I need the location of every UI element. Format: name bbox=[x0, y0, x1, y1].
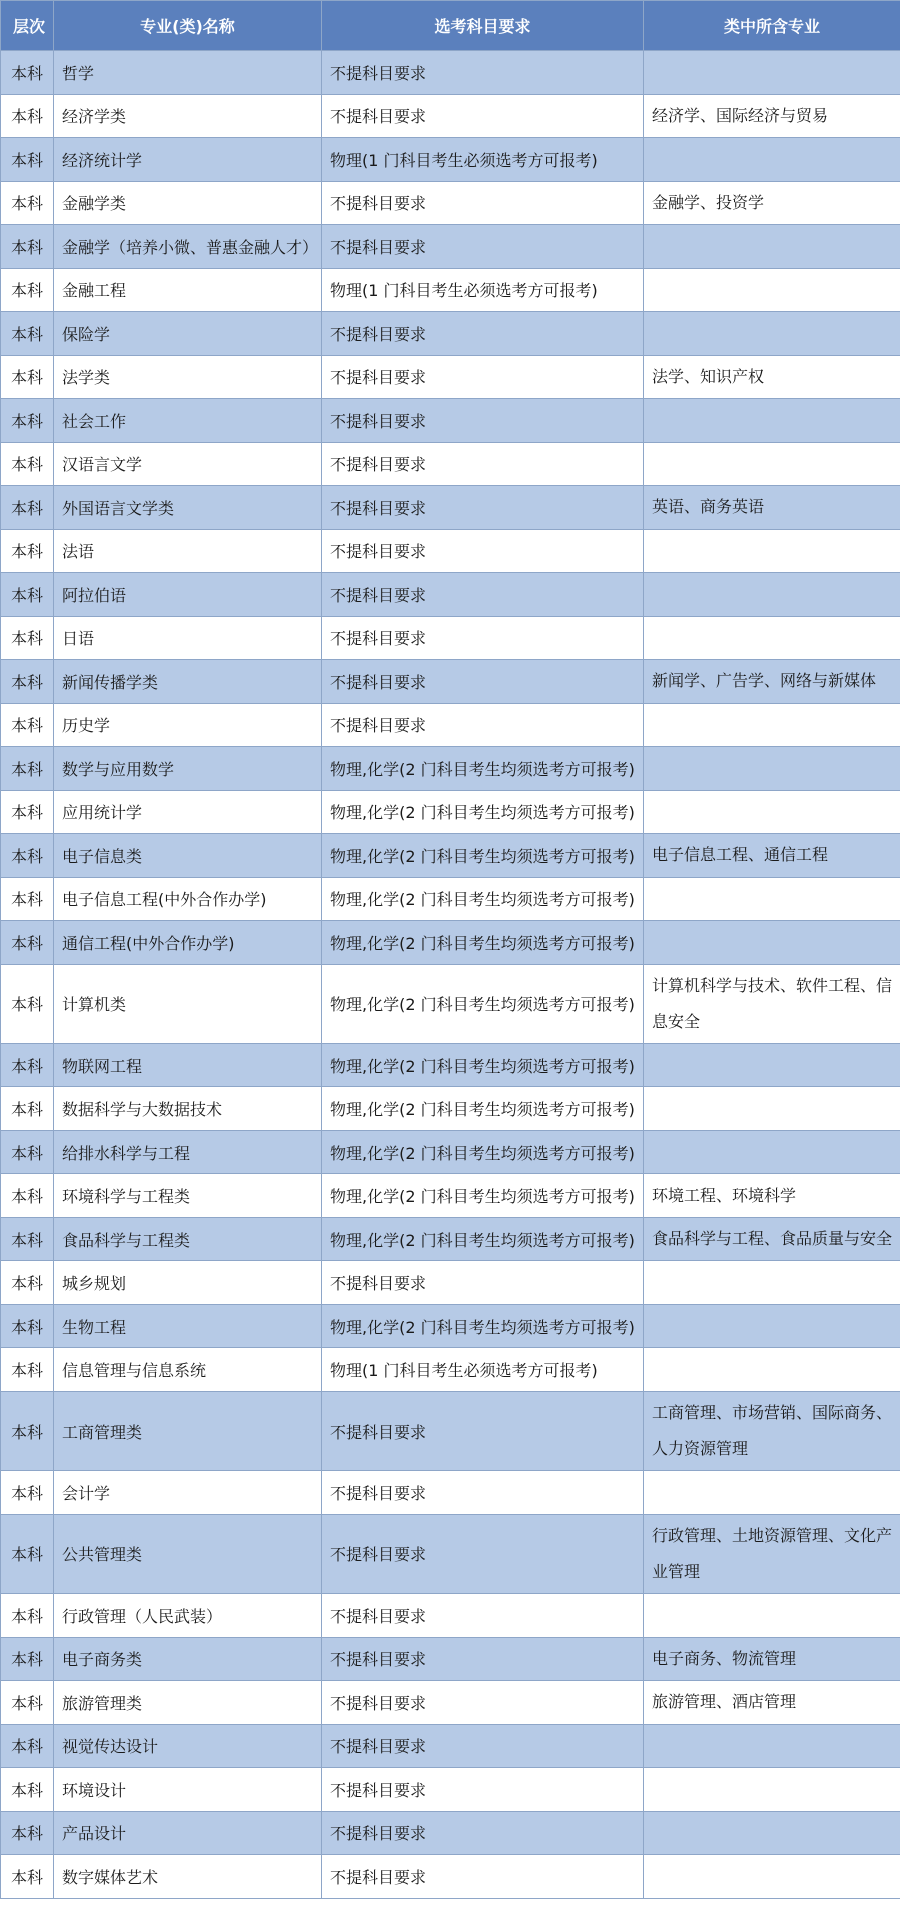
level-cell: 本科 bbox=[1, 790, 54, 834]
table-row bbox=[1, 921, 900, 965]
level-cell: 本科 bbox=[1, 312, 54, 356]
subject-requirement-cell: 不提科目要求 bbox=[322, 1811, 644, 1855]
level-cell: 本科 bbox=[1, 921, 54, 965]
table-row bbox=[1, 964, 900, 1043]
major-name-cell: 物联网工程 bbox=[54, 1043, 322, 1087]
subject-requirement-cell: 不提科目要求 bbox=[322, 1724, 644, 1768]
subject-requirement-cell: 不提科目要求 bbox=[322, 1391, 644, 1470]
table-row bbox=[1, 1811, 900, 1855]
table-row bbox=[1, 399, 900, 443]
major-name-cell: 电子信息类 bbox=[54, 834, 322, 878]
included-majors-cell: 电子信息工程、通信工程 bbox=[644, 834, 900, 878]
table-row bbox=[1, 1348, 900, 1392]
subject-requirement-cell: 物理(1 门科目考生必须选考方可报考) bbox=[322, 138, 644, 182]
included-majors-cell bbox=[644, 1087, 900, 1131]
subject-requirement-cell: 不提科目要求 bbox=[322, 486, 644, 530]
included-majors-cell bbox=[644, 703, 900, 747]
table-row bbox=[1, 486, 900, 530]
major-name-cell: 法学类 bbox=[54, 355, 322, 399]
level-cell: 本科 bbox=[1, 94, 54, 138]
subject-requirement-cell: 不提科目要求 bbox=[322, 94, 644, 138]
header-subject-requirement: 选考科目要求 bbox=[322, 1, 644, 51]
major-name-cell: 数据科学与大数据技术 bbox=[54, 1087, 322, 1131]
included-majors-cell: 经济学、国际经济与贸易 bbox=[644, 94, 900, 138]
subject-requirement-cell: 物理(1 门科目考生必须选考方可报考) bbox=[322, 268, 644, 312]
major-name-cell: 城乡规划 bbox=[54, 1261, 322, 1305]
subject-requirement-cell: 物理,化学(2 门科目考生均须选考方可报考) bbox=[322, 921, 644, 965]
level-cell: 本科 bbox=[1, 268, 54, 312]
header-row bbox=[1, 1, 900, 51]
major-name-cell: 数学与应用数学 bbox=[54, 747, 322, 791]
included-majors-cell: 金融学、投资学 bbox=[644, 181, 900, 225]
header-major-name: 专业(类)名称 bbox=[54, 1, 322, 51]
subject-requirement-cell: 不提科目要求 bbox=[322, 1261, 644, 1305]
major-name-cell: 数字媒体艺术 bbox=[54, 1855, 322, 1899]
level-cell: 本科 bbox=[1, 225, 54, 269]
included-majors-cell bbox=[644, 1811, 900, 1855]
level-cell: 本科 bbox=[1, 1855, 54, 1899]
table-row bbox=[1, 790, 900, 834]
subject-requirement-cell: 物理,化学(2 门科目考生均须选考方可报考) bbox=[322, 1217, 644, 1261]
included-majors-cell bbox=[644, 268, 900, 312]
level-cell: 本科 bbox=[1, 1637, 54, 1681]
table-row bbox=[1, 138, 900, 182]
level-cell: 本科 bbox=[1, 703, 54, 747]
included-majors-cell: 旅游管理、酒店管理 bbox=[644, 1681, 900, 1725]
level-cell: 本科 bbox=[1, 442, 54, 486]
major-name-cell: 信息管理与信息系统 bbox=[54, 1348, 322, 1392]
table-row bbox=[1, 703, 900, 747]
major-name-cell: 金融学类 bbox=[54, 181, 322, 225]
level-cell: 本科 bbox=[1, 877, 54, 921]
subject-requirement-cell: 不提科目要求 bbox=[322, 1594, 644, 1638]
table-row bbox=[1, 1724, 900, 1768]
included-majors-cell bbox=[644, 747, 900, 791]
included-majors-cell: 新闻学、广告学、网络与新媒体 bbox=[644, 660, 900, 704]
level-cell: 本科 bbox=[1, 1087, 54, 1131]
subject-requirement-cell: 不提科目要求 bbox=[322, 51, 644, 95]
included-majors-cell: 英语、商务英语 bbox=[644, 486, 900, 530]
subject-requirement-cell: 不提科目要求 bbox=[322, 616, 644, 660]
subject-requirement-cell: 不提科目要求 bbox=[322, 573, 644, 617]
included-majors-cell bbox=[644, 51, 900, 95]
level-cell: 本科 bbox=[1, 1043, 54, 1087]
table-row bbox=[1, 225, 900, 269]
table-row bbox=[1, 1261, 900, 1305]
major-name-cell: 金融工程 bbox=[54, 268, 322, 312]
level-cell: 本科 bbox=[1, 573, 54, 617]
major-name-cell: 工商管理类 bbox=[54, 1391, 322, 1470]
table-row bbox=[1, 529, 900, 573]
included-majors-cell bbox=[644, 138, 900, 182]
table-row bbox=[1, 1087, 900, 1131]
major-name-cell: 通信工程(中外合作办学) bbox=[54, 921, 322, 965]
level-cell: 本科 bbox=[1, 1174, 54, 1218]
level-cell: 本科 bbox=[1, 1768, 54, 1812]
header-included-majors: 类中所含专业 bbox=[644, 1, 900, 51]
subject-requirement-cell: 物理,化学(2 门科目考生均须选考方可报考) bbox=[322, 747, 644, 791]
major-name-cell: 日语 bbox=[54, 616, 322, 660]
subject-requirement-cell: 物理,化学(2 门科目考生均须选考方可报考) bbox=[322, 1130, 644, 1174]
major-name-cell: 哲学 bbox=[54, 51, 322, 95]
level-cell: 本科 bbox=[1, 355, 54, 399]
major-name-cell: 保险学 bbox=[54, 312, 322, 356]
table-row bbox=[1, 1130, 900, 1174]
major-name-cell: 阿拉伯语 bbox=[54, 573, 322, 617]
table-row bbox=[1, 355, 900, 399]
subject-requirement-cell: 不提科目要求 bbox=[322, 1768, 644, 1812]
level-cell: 本科 bbox=[1, 834, 54, 878]
included-majors-cell bbox=[644, 1594, 900, 1638]
table-row bbox=[1, 442, 900, 486]
included-majors-cell bbox=[644, 877, 900, 921]
subject-requirement-cell: 不提科目要求 bbox=[322, 355, 644, 399]
level-cell: 本科 bbox=[1, 747, 54, 791]
included-majors-cell bbox=[644, 1768, 900, 1812]
major-name-cell: 公共管理类 bbox=[54, 1514, 322, 1593]
major-name-cell: 产品设计 bbox=[54, 1811, 322, 1855]
major-name-cell: 新闻传播学类 bbox=[54, 660, 322, 704]
major-name-cell: 食品科学与工程类 bbox=[54, 1217, 322, 1261]
major-name-cell: 社会工作 bbox=[54, 399, 322, 443]
level-cell: 本科 bbox=[1, 486, 54, 530]
table-row bbox=[1, 877, 900, 921]
included-majors-cell: 环境工程、环境科学 bbox=[644, 1174, 900, 1218]
included-majors-cell bbox=[644, 1261, 900, 1305]
included-majors-cell bbox=[644, 790, 900, 834]
included-majors-cell: 食品科学与工程、食品质量与安全 bbox=[644, 1217, 900, 1261]
included-majors-cell bbox=[644, 1130, 900, 1174]
included-majors-cell bbox=[644, 399, 900, 443]
included-majors-cell bbox=[644, 1348, 900, 1392]
level-cell: 本科 bbox=[1, 1471, 54, 1515]
major-name-cell: 应用统计学 bbox=[54, 790, 322, 834]
major-name-cell: 经济统计学 bbox=[54, 138, 322, 182]
level-cell: 本科 bbox=[1, 616, 54, 660]
subject-requirement-cell: 不提科目要求 bbox=[322, 181, 644, 225]
major-name-cell: 外国语言文学类 bbox=[54, 486, 322, 530]
included-majors-cell bbox=[644, 312, 900, 356]
subject-requirement-cell: 不提科目要求 bbox=[322, 1855, 644, 1899]
major-name-cell: 汉语言文学 bbox=[54, 442, 322, 486]
level-cell: 本科 bbox=[1, 1811, 54, 1855]
included-majors-cell bbox=[644, 1471, 900, 1515]
subject-requirement-cell: 物理,化学(2 门科目考生均须选考方可报考) bbox=[322, 964, 644, 1043]
subject-requirement-cell: 物理,化学(2 门科目考生均须选考方可报考) bbox=[322, 790, 644, 834]
level-cell: 本科 bbox=[1, 138, 54, 182]
table-row bbox=[1, 1391, 900, 1470]
level-cell: 本科 bbox=[1, 181, 54, 225]
level-cell: 本科 bbox=[1, 1217, 54, 1261]
table-row bbox=[1, 268, 900, 312]
major-name-cell: 行政管理（人民武装） bbox=[54, 1594, 322, 1638]
included-majors-cell bbox=[644, 1043, 900, 1087]
included-majors-cell bbox=[644, 1855, 900, 1899]
included-majors-cell: 行政管理、土地资源管理、文化产业管理 bbox=[644, 1514, 900, 1593]
table-row bbox=[1, 616, 900, 660]
major-name-cell: 经济学类 bbox=[54, 94, 322, 138]
table-row bbox=[1, 1768, 900, 1812]
subject-requirement-cell: 物理,化学(2 门科目考生均须选考方可报考) bbox=[322, 834, 644, 878]
subject-requirement-cell: 不提科目要求 bbox=[322, 1514, 644, 1593]
table-row bbox=[1, 660, 900, 704]
table-row bbox=[1, 1514, 900, 1593]
subject-requirement-cell: 不提科目要求 bbox=[322, 312, 644, 356]
table-row bbox=[1, 1471, 900, 1515]
subject-requirement-cell: 不提科目要求 bbox=[322, 1637, 644, 1681]
level-cell: 本科 bbox=[1, 1724, 54, 1768]
major-name-cell: 生物工程 bbox=[54, 1304, 322, 1348]
subject-requirement-cell: 物理(1 门科目考生必须选考方可报考) bbox=[322, 1348, 644, 1392]
subject-requirement-cell: 物理,化学(2 门科目考生均须选考方可报考) bbox=[322, 1304, 644, 1348]
included-majors-cell bbox=[644, 529, 900, 573]
table-row bbox=[1, 94, 900, 138]
level-cell: 本科 bbox=[1, 660, 54, 704]
table-row bbox=[1, 1174, 900, 1218]
major-name-cell: 计算机类 bbox=[54, 964, 322, 1043]
table-row bbox=[1, 747, 900, 791]
subject-requirement-cell: 物理,化学(2 门科目考生均须选考方可报考) bbox=[322, 1043, 644, 1087]
level-cell: 本科 bbox=[1, 399, 54, 443]
included-majors-cell: 工商管理、市场营销、国际商务、人力资源管理 bbox=[644, 1391, 900, 1470]
major-name-cell: 历史学 bbox=[54, 703, 322, 747]
included-majors-cell bbox=[644, 1724, 900, 1768]
table-row bbox=[1, 1855, 900, 1899]
table-row bbox=[1, 1217, 900, 1261]
level-cell: 本科 bbox=[1, 1514, 54, 1593]
table-row bbox=[1, 51, 900, 95]
table-row bbox=[1, 1594, 900, 1638]
major-name-cell: 给排水科学与工程 bbox=[54, 1130, 322, 1174]
subject-requirement-cell: 不提科目要求 bbox=[322, 442, 644, 486]
table-row bbox=[1, 1681, 900, 1725]
included-majors-cell bbox=[644, 225, 900, 269]
table-row bbox=[1, 181, 900, 225]
table-row bbox=[1, 312, 900, 356]
subject-requirement-cell: 不提科目要求 bbox=[322, 660, 644, 704]
included-majors-cell bbox=[644, 573, 900, 617]
table-row bbox=[1, 573, 900, 617]
major-name-cell: 环境设计 bbox=[54, 1768, 322, 1812]
major-name-cell: 金融学（培养小微、普惠金融人才） bbox=[54, 225, 322, 269]
level-cell: 本科 bbox=[1, 1304, 54, 1348]
level-cell: 本科 bbox=[1, 51, 54, 95]
included-majors-cell: 法学、知识产权 bbox=[644, 355, 900, 399]
table-row bbox=[1, 834, 900, 878]
subject-requirement-cell: 物理,化学(2 门科目考生均须选考方可报考) bbox=[322, 1087, 644, 1131]
subject-requirement-cell: 不提科目要求 bbox=[322, 399, 644, 443]
table-row bbox=[1, 1637, 900, 1681]
level-cell: 本科 bbox=[1, 1391, 54, 1470]
subject-requirement-cell: 不提科目要求 bbox=[322, 1681, 644, 1725]
level-cell: 本科 bbox=[1, 1681, 54, 1725]
level-cell: 本科 bbox=[1, 1130, 54, 1174]
major-name-cell: 电子信息工程(中外合作办学) bbox=[54, 877, 322, 921]
table-row bbox=[1, 1304, 900, 1348]
subject-requirement-cell: 物理,化学(2 门科目考生均须选考方可报考) bbox=[322, 877, 644, 921]
included-majors-cell bbox=[644, 442, 900, 486]
included-majors-cell: 计算机科学与技术、软件工程、信息安全 bbox=[644, 964, 900, 1043]
major-name-cell: 视觉传达设计 bbox=[54, 1724, 322, 1768]
major-name-cell: 环境科学与工程类 bbox=[54, 1174, 322, 1218]
level-cell: 本科 bbox=[1, 1261, 54, 1305]
header-level: 层次 bbox=[1, 1, 54, 51]
subject-requirement-cell: 不提科目要求 bbox=[322, 1471, 644, 1515]
included-majors-cell bbox=[644, 616, 900, 660]
level-cell: 本科 bbox=[1, 964, 54, 1043]
level-cell: 本科 bbox=[1, 1594, 54, 1638]
major-name-cell: 会计学 bbox=[54, 1471, 322, 1515]
subject-requirement-cell: 物理,化学(2 门科目考生均须选考方可报考) bbox=[322, 1174, 644, 1218]
table-body bbox=[1, 51, 900, 1899]
level-cell: 本科 bbox=[1, 1348, 54, 1392]
included-majors-cell bbox=[644, 1304, 900, 1348]
subject-requirement-cell: 不提科目要求 bbox=[322, 225, 644, 269]
subject-requirement-cell: 不提科目要求 bbox=[322, 703, 644, 747]
major-name-cell: 法语 bbox=[54, 529, 322, 573]
table-row bbox=[1, 1043, 900, 1087]
major-name-cell: 电子商务类 bbox=[54, 1637, 322, 1681]
major-name-cell: 旅游管理类 bbox=[54, 1681, 322, 1725]
included-majors-cell bbox=[644, 921, 900, 965]
subject-requirement-cell: 不提科目要求 bbox=[322, 529, 644, 573]
level-cell: 本科 bbox=[1, 529, 54, 573]
included-majors-cell: 电子商务、物流管理 bbox=[644, 1637, 900, 1681]
